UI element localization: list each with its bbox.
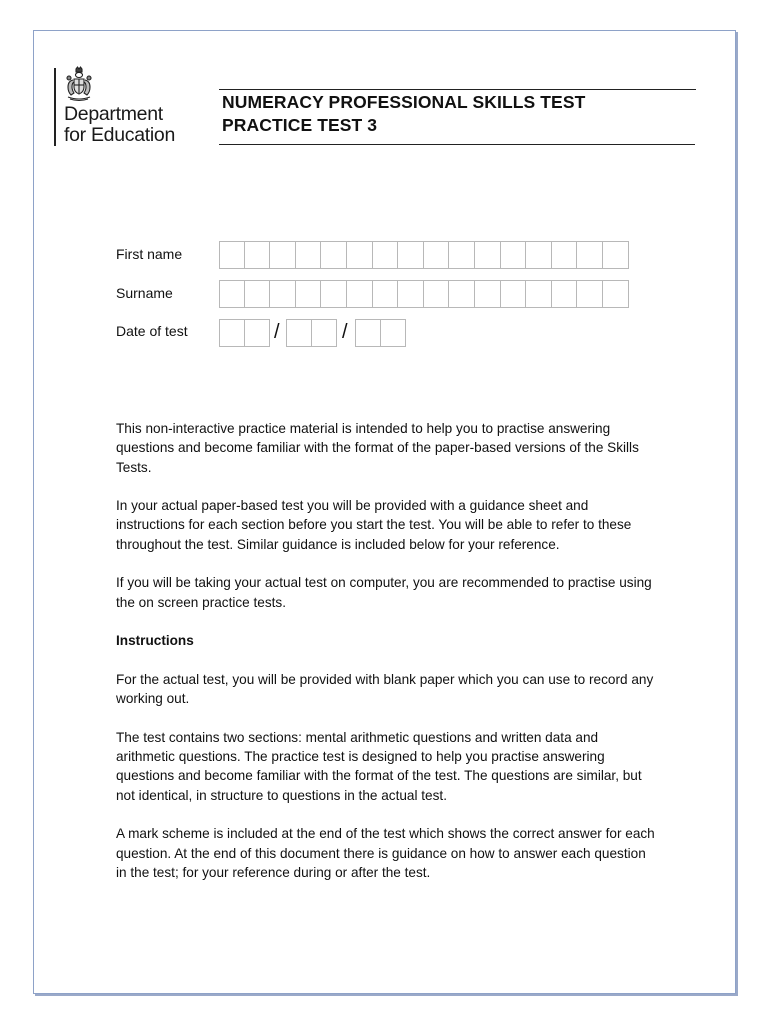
mark-scheme-paragraph: A mark scheme is included at the end of the test which shows the correct answer for each question. At the end of this document there is guidance on how to answer each question in the test; for your reference during or after the test. [116,826,655,880]
first-name-letter-box[interactable] [449,241,475,269]
date-year-box[interactable] [381,319,407,347]
surname-letter-box[interactable] [398,280,424,308]
surname-letter-box[interactable] [219,280,245,308]
first-name-letter-box[interactable] [373,241,399,269]
instructions-heading: Instructions [116,633,194,649]
test-sections-paragraph: The test contains two sections: mental arithmetic questions and written data and arithmetic questions. The practice test is designed to help you practise answering questions and become familiar with the format of the test. The questions are similar, but not identical, in structure to questions in the actual test. [116,729,642,803]
surname-letter-box[interactable] [475,280,501,308]
title-line-1: NUMERACY PROFESSIONAL SKILLS TEST [222,92,586,112]
surname-letter-box[interactable] [424,280,450,308]
first-name-letter-box[interactable] [270,241,296,269]
computer-test-paragraph: If you will be taking your actual test on computer, you are recommended to practise using the on screen practice tests. [116,575,652,610]
surname-letter-box[interactable] [321,280,347,308]
date-day-box[interactable] [245,319,271,347]
first-name-letter-box[interactable] [501,241,527,269]
title-divider [219,144,695,145]
date-label: Date of test [116,323,188,339]
first-name-letter-box[interactable] [321,241,347,269]
first-name-letter-box[interactable] [526,241,552,269]
surname-letter-box[interactable] [270,280,296,308]
first-name-letter-box[interactable] [475,241,501,269]
first-name-letter-box[interactable] [245,241,271,269]
department-name [64,104,175,146]
instructions-body [116,419,656,901]
first-name-letter-box[interactable] [296,241,322,269]
surname-label: Surname [116,285,173,301]
date-day-field[interactable] [219,319,270,347]
logo-line-1: Department [64,103,163,125]
surname-letter-box[interactable] [501,280,527,308]
first-name-label: First name [116,246,183,262]
logo-line-2: for Education [64,124,176,146]
date-separator: / [342,321,348,343]
title-line-2: PRACTICE TEST 3 [222,115,378,135]
date-month-field[interactable] [286,319,337,347]
royal-coat-of-arms-icon [64,66,94,102]
department-logo [54,66,214,150]
date-year-field[interactable] [355,319,406,347]
date-day-box[interactable] [219,319,245,347]
date-separator: / [274,321,280,343]
surname-letter-box[interactable] [552,280,578,308]
surname-letter-box[interactable] [296,280,322,308]
surname-letter-box[interactable] [373,280,399,308]
surname-letter-box[interactable] [245,280,271,308]
surname-letter-box[interactable] [526,280,552,308]
logo-rule [54,68,56,146]
intro-paragraph: This non-interactive practice material is intended to help you to practise answering questions and become familiar with the format of the paper-based versions of the Skills Tests. [116,421,639,475]
first-name-letter-box[interactable] [219,241,245,269]
date-month-box[interactable] [286,319,312,347]
first-name-letter-box[interactable] [552,241,578,269]
date-month-box[interactable] [312,319,338,347]
first-name-letter-box[interactable] [603,241,629,269]
blank-paper-paragraph: For the actual test, you will be provided with blank paper which you can use to record any working out. [116,671,654,707]
first-name-letter-box[interactable] [398,241,424,269]
paper-test-paragraph: In your actual paper-based test you will be provided with a guidance sheet and instructions for each section before you start the test. You will be able to refer to these throughout the test. Similar guidance is included below for your reference. [116,498,632,552]
surname-letter-box[interactable] [577,280,603,308]
first-name-letter-box[interactable] [424,241,450,269]
first-name-letter-box[interactable] [347,241,373,269]
date-year-box[interactable] [355,319,381,347]
surname-letter-box[interactable] [449,280,475,308]
first-name-field[interactable] [219,241,629,269]
document-title [219,89,696,137]
surname-letter-box[interactable] [347,280,373,308]
surname-letter-box[interactable] [603,280,629,308]
surname-field[interactable] [219,280,629,308]
first-name-letter-box[interactable] [577,241,603,269]
